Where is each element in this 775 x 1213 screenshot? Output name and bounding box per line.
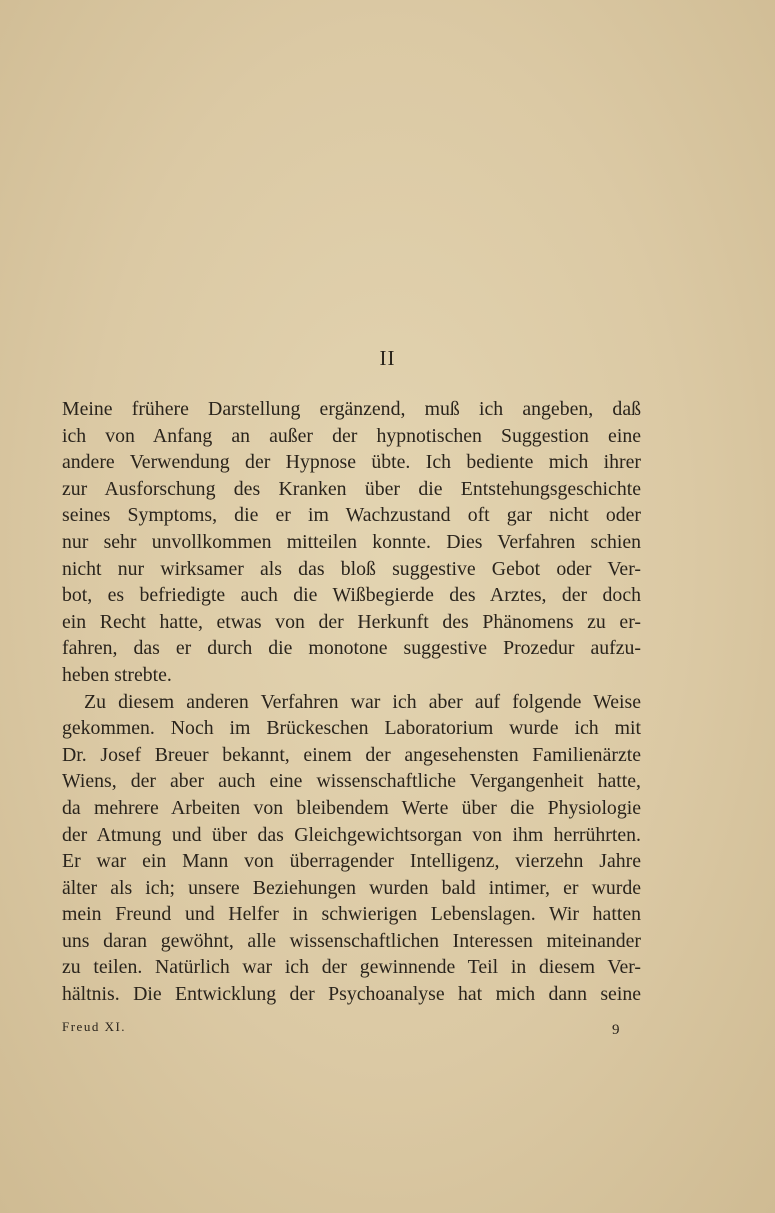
text-line: Dr. Josef Breuer bekannt, einem der angesehensten Familienärzte <box>62 743 641 766</box>
text-line: Meine frühere Darstellung ergänzend, muß ich angeben, daß <box>62 398 641 420</box>
text-line: nur sehr unvollkommen mitteilen konnte. Dies Verfahren schien <box>62 530 641 553</box>
text-line: älter als ich; unsere Beziehungen wurden bald intimer, er wurde <box>62 876 641 899</box>
text-line: fahren, das er durch die monotone suggestive Prozedur aufzu- <box>62 637 641 660</box>
text-line: ich von Anfang an außer der hypnotischen Suggestion eine <box>62 424 641 447</box>
text-line: ein Recht hatte, etwas von der Herkunft des Phänomens zu er- <box>62 610 641 633</box>
text-line: zu teilen. Natürlich war ich der gewinnende Teil in diesem Ver- <box>62 956 641 979</box>
text-line: zur Ausforschung des Kranken über die Entstehungsgeschichte <box>62 477 641 500</box>
text-line: nicht nur wirksamer als das bloß suggestive Gebot oder Ver- <box>62 557 641 580</box>
chapter-heading: II <box>379 346 396 370</box>
text-line: gekommen. Noch im Brückeschen Laboratorium wurde ich mit <box>62 717 641 740</box>
text-line: Zu diesem anderen Verfahren war ich aber auf folgende Weise <box>84 690 641 713</box>
text-line: hältnis. Die Entwicklung der Psychoanalyse hat mich dann seine <box>62 983 641 1006</box>
page-number: 9 <box>612 1022 620 1038</box>
text-line: heben strebte. <box>62 663 172 686</box>
text-line: Wiens, der aber auch eine wissenschaftliche Vergangenheit hatte, <box>62 770 641 793</box>
text-line: bot, es befriedigte auch die Wißbegierde des Arztes, der doch <box>62 584 641 607</box>
text-line: mein Freund und Helfer in schwierigen Lebenslagen. Wir hatten <box>62 903 641 926</box>
body-text <box>62 396 641 1008</box>
text-line: uns daran gewöhnt, alle wissenschaftlichen Interessen miteinander <box>62 929 641 952</box>
text-line: Er war ein Mann von überragender Intelligenz, vierzehn Jahre <box>62 850 641 873</box>
text-line: seines Symptoms, die er im Wachzustand oft gar nicht oder <box>62 504 641 527</box>
text-line: andere Verwendung der Hypnose übte. Ich bediente mich ihrer <box>62 451 641 474</box>
text-line: da mehrere Arbeiten von bleibendem Werte über die Physiologie <box>62 796 641 819</box>
footer-signature: Freud XI. <box>62 1019 127 1034</box>
text-line: der Atmung und über das Gleichgewichtsorgan von ihm herrührten. <box>62 823 641 846</box>
